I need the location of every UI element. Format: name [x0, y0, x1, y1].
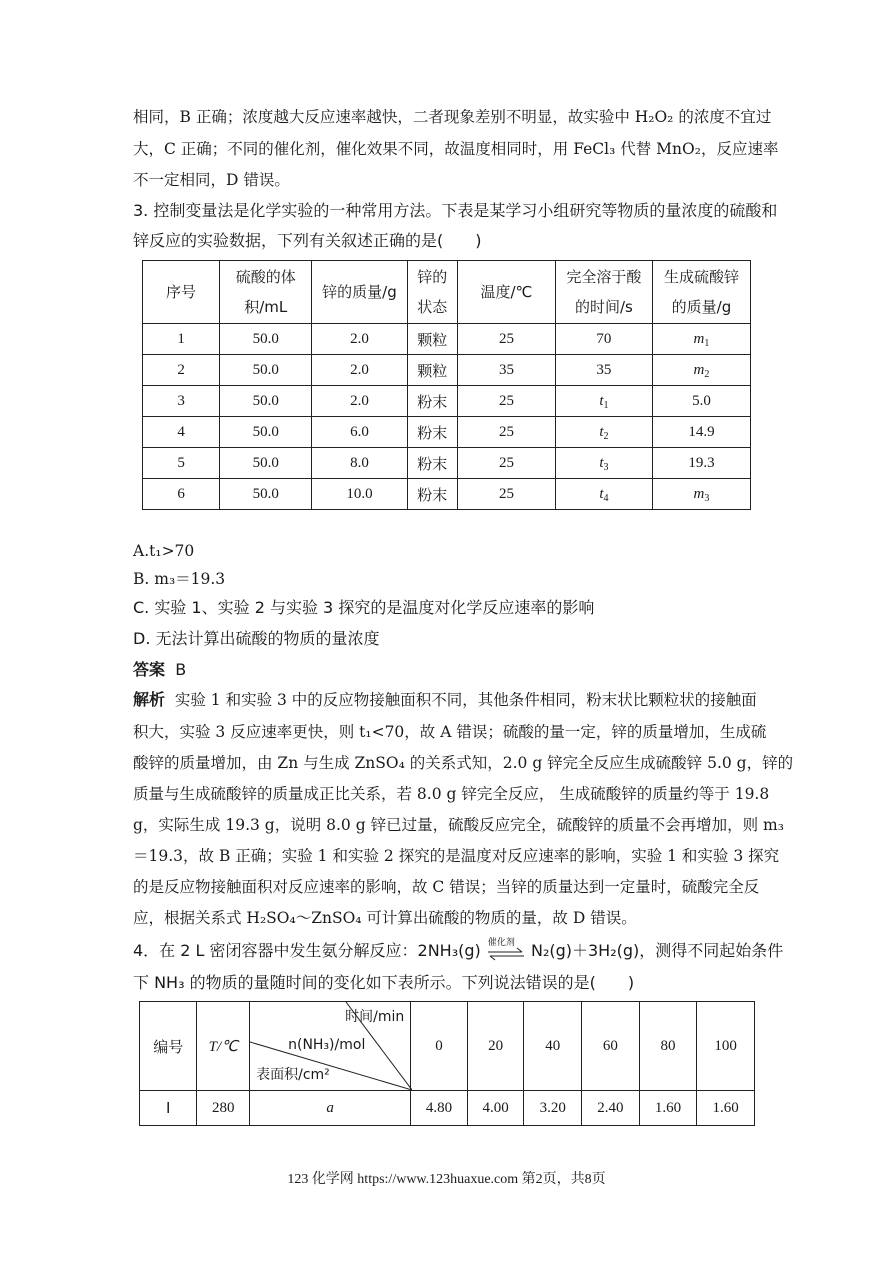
table-cell: 50.0 [220, 479, 312, 510]
table-cell: 4.00 [467, 1091, 524, 1126]
table-cell: 1 [143, 324, 220, 355]
table-cell: 粉末 [407, 448, 458, 479]
table-row [143, 324, 751, 355]
table-cell: 50.0 [220, 386, 312, 417]
header-cell-time: 0 [411, 1002, 468, 1091]
table-cell: 19.3 [652, 448, 750, 479]
table-cell: 2.0 [312, 355, 407, 386]
table-header-row [143, 261, 751, 324]
table-cell: 粉末 [407, 417, 458, 448]
table-cell: 25 [458, 386, 556, 417]
q3-stem-line-1: 3. 控制变量法是化学实验的一种常用方法。下表是某学习小组研究等物质的量浓度的硫酸和 [133, 201, 778, 220]
header-cell: 锌的质量/g [312, 261, 407, 324]
table-cell: 25 [458, 448, 556, 479]
header-cell-time: 100 [697, 1002, 755, 1091]
table-row [140, 1091, 755, 1126]
intro-line-2: 大，C 正确；不同的催化剂，催化效果不同，故温度相同时，用 FeCl₃ 代替 MnO₂，反应速率 [133, 140, 779, 158]
table-cell: 2.0 [312, 386, 407, 417]
table-cell: 4.80 [411, 1091, 468, 1126]
intro-line-1: 相同，B 正确；浓度越大反应速率越快，二者现象差别不明显，故实验中 H₂O₂ 的浓度不宜过 [133, 108, 772, 126]
table-row [143, 355, 751, 386]
table-cell: 2.40 [582, 1091, 640, 1126]
table-cell: Ⅰ [140, 1091, 197, 1126]
diag-label-time: 时间/min [345, 1009, 405, 1025]
table-cell: 50.0 [220, 324, 312, 355]
table-cell: 粉末 [407, 479, 458, 510]
answer-line [133, 659, 186, 681]
table-cell: 4 [143, 417, 220, 448]
q3-data-table [142, 260, 751, 510]
table-cell: 25 [458, 324, 556, 355]
table-cell: 1.60 [697, 1091, 755, 1126]
answer-value: B [175, 660, 187, 679]
table-cell: $t_4$ [555, 479, 652, 510]
table-cell: $t_1$ [555, 386, 652, 417]
catalyst-label: 催化剂 [487, 937, 515, 948]
diag-label-area: 表面积/cm² [256, 1067, 330, 1083]
option-c: C. 实验 1、实验 2 与实验 3 探究的是温度对化学反应速率的影响 [133, 598, 595, 617]
table-cell: 2 [143, 355, 220, 386]
table-cell: 70 [555, 324, 652, 355]
table-cell: 2.0 [312, 324, 407, 355]
header-cell: 硫酸的体 积/mL [220, 261, 312, 324]
option-d: D. 无法计算出硫酸的物质的量浓度 [133, 629, 380, 648]
analysis-line-1: 解析 实验 1 和实验 3 中的反应物接触面积不同，其他条件相同，粉末状比颗粒状的接触面 [133, 690, 757, 709]
header-cell: 完全溶于酸 的时间/s [555, 261, 652, 324]
reversible-arrow-icon [486, 937, 526, 962]
analysis-line-6: ＝19.3，故 B 正确；实验 1 和实验 2 探究的是温度对反应速率的影响，实验 1 和实验 3 探究 [133, 847, 780, 865]
header-cell: 锌的 状态 [407, 261, 458, 324]
option-b: B. m₃＝19.3 [133, 570, 226, 588]
analysis-line-4: 质量与生成硫酸锌的质量成正比关系，若 8.0 g 锌完全反应， 生成硫酸锌的质量约等于 19.8 [133, 785, 770, 803]
table-cell: 6.0 [312, 417, 407, 448]
table-cell: 10.0 [312, 479, 407, 510]
option-a: A.t₁>70 [133, 542, 195, 560]
table-cell: 5 [143, 448, 220, 479]
table-row [143, 479, 751, 510]
table-cell: 50.0 [220, 417, 312, 448]
table-cell: $t_2$ [555, 417, 652, 448]
table-cell: $t_3$ [555, 448, 652, 479]
header-cell-time: 40 [524, 1002, 582, 1091]
table-header-row [140, 1002, 755, 1091]
header-cell-time: 80 [639, 1002, 697, 1091]
analysis-line-3: 酸锌的质量增加，由 Zn 与生成 ZnSO₄ 的关系式知，2.0 g 锌完全反应生成硫酸锌 5.0 g，锌的 [133, 754, 794, 772]
table-cell: 14.9 [652, 417, 750, 448]
table-cell: a [250, 1091, 411, 1126]
table-cell: $m_3$ [652, 479, 750, 510]
header-cell-time: 60 [582, 1002, 640, 1091]
table-cell: 颗粒 [407, 324, 458, 355]
header-cell-temp: T/℃ [197, 1002, 250, 1091]
table-cell: 50.0 [220, 355, 312, 386]
q4-stem-line-1: 4．在 2 L 密闭容器中发生氨分解反应：2NH₃(g) 催化剂 N₂(g)＋3H₂(g)，测得不同起始条件 [133, 940, 783, 962]
answer-label: 答案 [133, 660, 166, 679]
table-row [143, 417, 751, 448]
table-cell: 粉末 [407, 386, 458, 417]
table-cell: 50.0 [220, 448, 312, 479]
header-cell-id: 编号 [140, 1002, 197, 1091]
table-cell: 3 [143, 386, 220, 417]
page-footer: 123 化学网 https://www.123huaxue.com 第2页，共8页 [287, 1172, 606, 1187]
header-cell: 生成硫酸锌 的质量/g [652, 261, 750, 324]
q3-stem-line-2: 锌反应的实验数据，下列有关叙述正确的是( ) [133, 231, 482, 250]
table-cell: 8.0 [312, 448, 407, 479]
header-cell: 序号 [143, 261, 220, 324]
table-cell: $m_2$ [652, 355, 750, 386]
analysis-line-2: 积大，实验 3 反应速率更快，则 t₁<70，故 A 错误；硫酸的量一定，锌的质量增加，生成硫 [133, 723, 767, 741]
table-cell: 35 [458, 355, 556, 386]
analysis-label: 解析 [133, 690, 166, 709]
q4-data-table [139, 1001, 755, 1126]
q4-stem-line-2: 下 NH₃ 的物质的量随时间的变化如下表所示。下列说法错误的是( ) [133, 973, 635, 992]
diag-label-n: n(NH₃)/mol [288, 1037, 366, 1053]
table-cell: $m_1$ [652, 324, 750, 355]
header-cell-time: 20 [467, 1002, 524, 1091]
table-row [143, 386, 751, 417]
analysis-line-7: 的是反应物接触面积对反应速率的影响，故 C 错误；当锌的质量达到一定量时，硫酸完全反 [133, 878, 760, 896]
table-cell: 6 [143, 479, 220, 510]
diagonal-header-cell [250, 1002, 411, 1091]
analysis-line-5: g，实际生成 19.3 g，说明 8.0 g 锌已过量，硫酸反应完全，硫酸锌的质量不会再增加，则 m₃ [133, 816, 784, 834]
table-cell: 1.60 [639, 1091, 697, 1126]
intro-line-3: 不一定相同，D 错误。 [133, 171, 290, 189]
table-cell: 颗粒 [407, 355, 458, 386]
table-cell: 25 [458, 417, 556, 448]
header-cell: 温度/℃ [458, 261, 556, 324]
table-cell: 5.0 [652, 386, 750, 417]
table-cell: 35 [555, 355, 652, 386]
analysis-line-8: 应，根据关系式 H₂SO₄～ZnSO₄ 可计算出硫酸的物质的量，故 D 错误。 [133, 909, 637, 927]
table-cell: 25 [458, 479, 556, 510]
table-row [143, 448, 751, 479]
table-cell: 3.20 [524, 1091, 582, 1126]
table-cell: 280 [197, 1091, 250, 1126]
